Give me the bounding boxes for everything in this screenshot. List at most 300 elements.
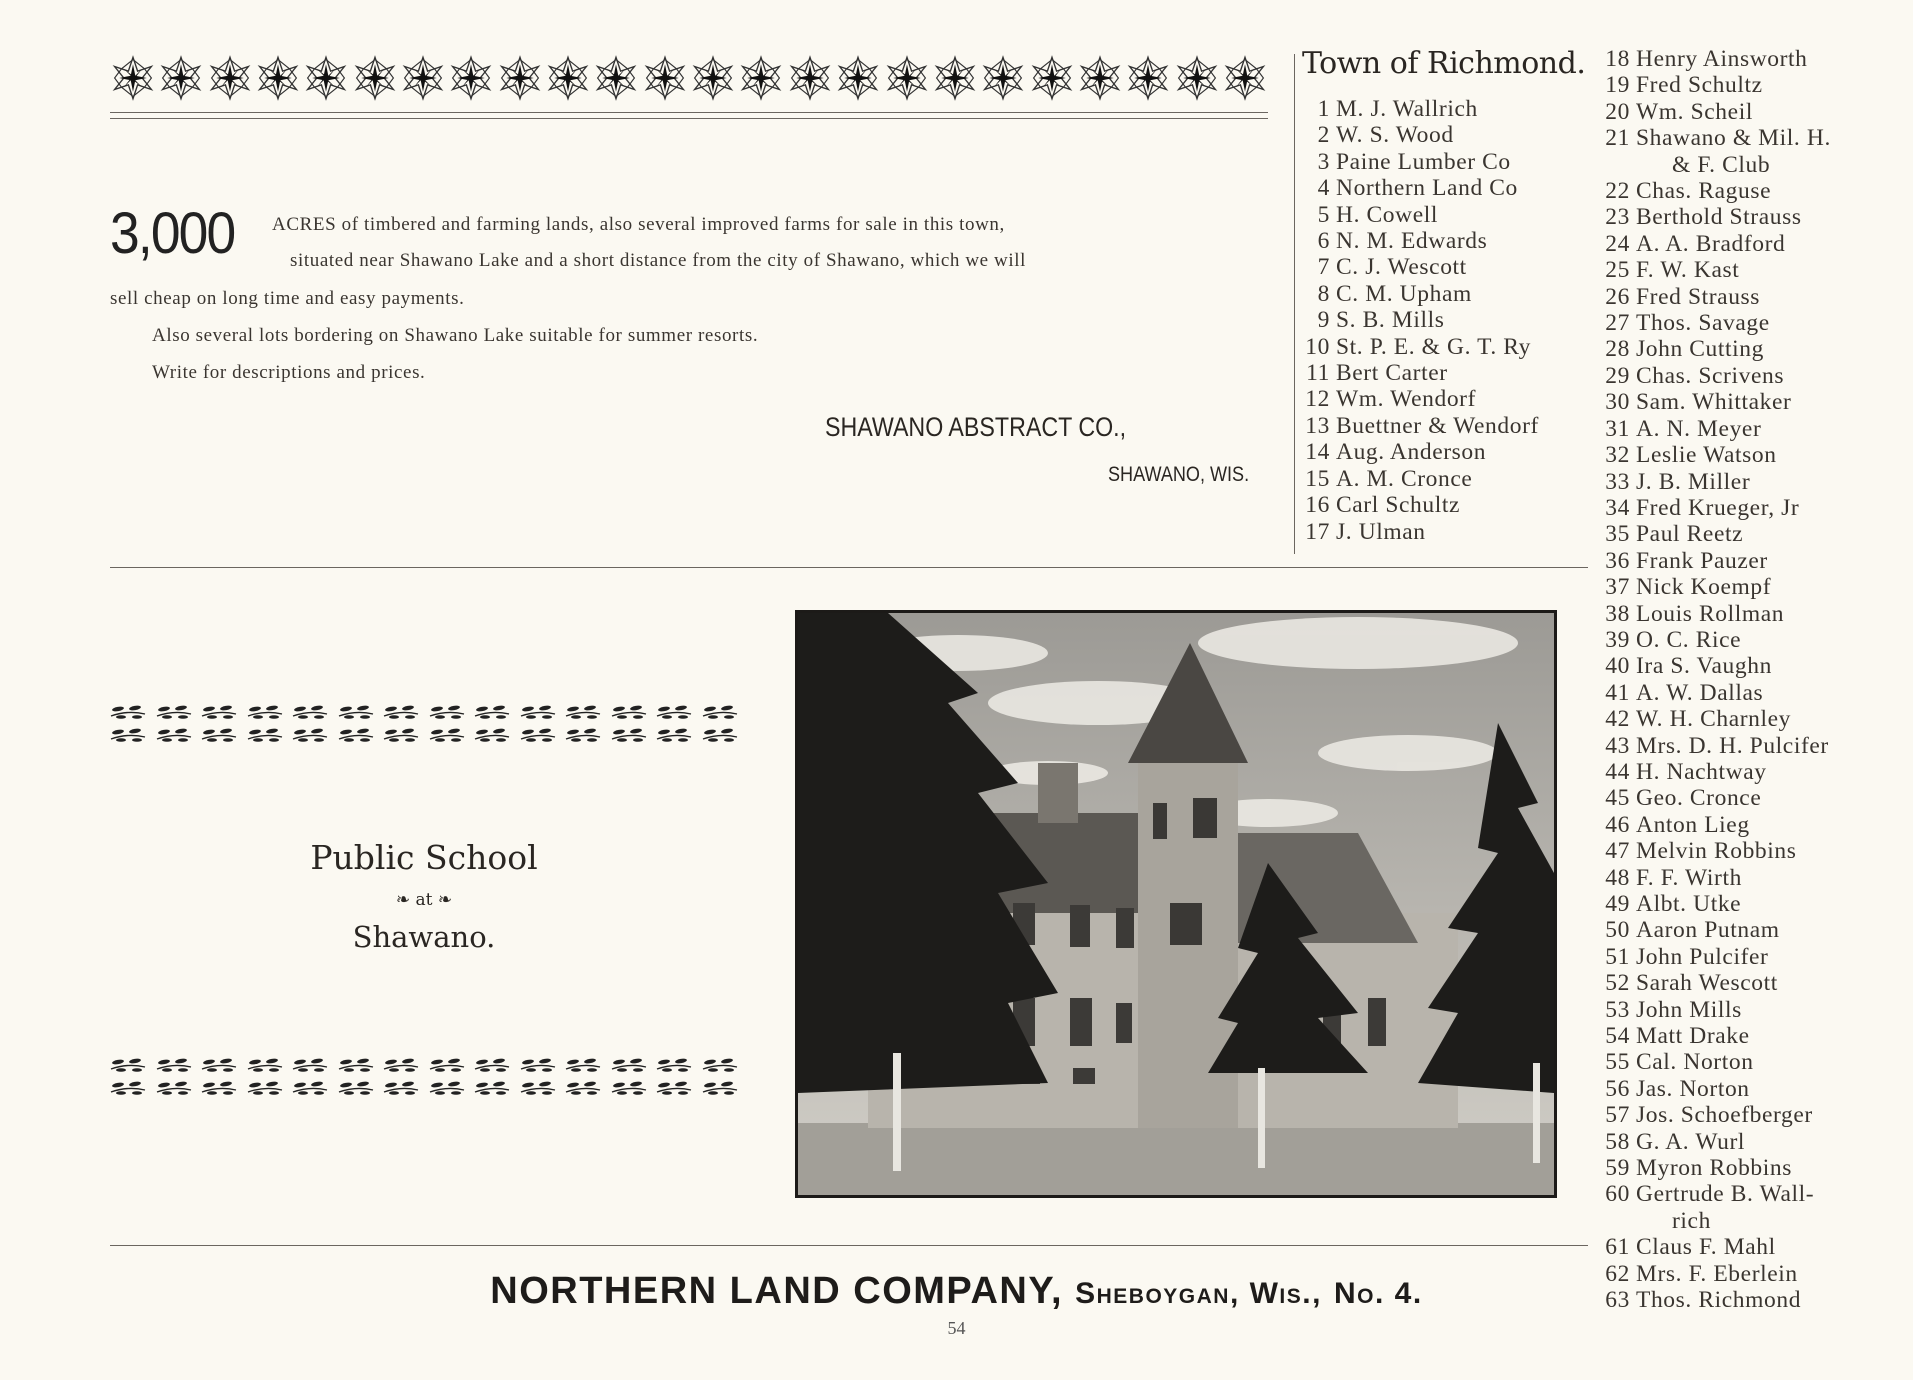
leaf-ornament-icon xyxy=(338,1080,374,1096)
owner-number: 50 xyxy=(1605,917,1630,944)
publisher-name: NORTHERN LAND COMPANY, xyxy=(490,1270,1064,1312)
owner-number: 55 xyxy=(1605,1049,1630,1076)
leaf-ornament-icon xyxy=(474,704,510,720)
owner-name: N. M. Edwards xyxy=(1336,228,1488,255)
leaf-ornament-icon xyxy=(110,727,146,743)
owner-number: 24 xyxy=(1605,230,1630,257)
owner-number: 57 xyxy=(1605,1102,1630,1129)
leaf-ornament-icon xyxy=(292,704,328,720)
ad-line-2: situated near Shawano Lake and a short distance from the city of Shawano, which we will xyxy=(290,250,1026,271)
owner-entry xyxy=(1600,442,1831,468)
owner-name: Mrs. F. Eberlein xyxy=(1636,1260,1798,1287)
owner-entry xyxy=(1600,1102,1831,1128)
owner-name: Sarah Wescott xyxy=(1636,970,1778,997)
owner-name: W. S. Wood xyxy=(1336,122,1454,149)
section-divider xyxy=(110,567,1588,568)
owner-entry xyxy=(1600,1129,1831,1155)
owner-number: 20 xyxy=(1605,98,1630,125)
owner-entry xyxy=(1300,228,1539,254)
leaf-ornament-icon xyxy=(292,1057,328,1073)
star-ornament-icon xyxy=(400,55,446,101)
leaf-ornament-icon xyxy=(201,727,237,743)
owner-name: H. Nachtway xyxy=(1636,758,1767,785)
town-title: Town of Richmond. xyxy=(1302,46,1586,81)
owner-entry xyxy=(1600,363,1831,389)
owner-number: 29 xyxy=(1605,362,1630,389)
leaf-ornament-icon xyxy=(656,1080,692,1096)
owner-list-col2 xyxy=(1600,46,1831,1314)
leaf-ornament-icon xyxy=(156,1080,192,1096)
owner-number: 47 xyxy=(1605,838,1630,865)
owner-name: C. J. Wescott xyxy=(1336,254,1467,281)
owner-name: Myron Robbins xyxy=(1636,1155,1792,1182)
owner-name: Gertrude B. Wall- xyxy=(1636,1181,1815,1208)
leaf-ornament-icon xyxy=(520,704,556,720)
star-ornament-icon xyxy=(158,55,204,101)
owner-entry xyxy=(1600,178,1831,204)
leaf-ornament-icon xyxy=(247,727,283,743)
owner-entry xyxy=(1600,469,1831,495)
leaf-ornament-icon xyxy=(292,1080,328,1096)
owner-entry xyxy=(1600,1076,1831,1102)
publisher-number: No. 4. xyxy=(1334,1277,1423,1310)
leaf-ornament-icon xyxy=(565,1080,601,1096)
owner-name: Thos. Richmond xyxy=(1636,1287,1802,1314)
ad-line-1: ACRES of timbered and farming lands, also several improved farms for sale in this town, xyxy=(272,214,1005,235)
leaf-ornament-icon xyxy=(247,704,283,720)
owner-number: 17 xyxy=(1305,518,1330,545)
owner-name: Bert Carter xyxy=(1336,360,1448,387)
leaf-ornament-icon xyxy=(383,727,419,743)
leaf-ornament-icon xyxy=(110,1080,146,1096)
owner-entry xyxy=(1600,257,1831,283)
owner-entry xyxy=(1600,548,1831,574)
ad-line-5: Write for descriptions and prices. xyxy=(152,362,426,383)
school-photograph xyxy=(795,610,1557,1198)
owner-entry xyxy=(1300,96,1539,122)
owner-entry xyxy=(1600,865,1831,891)
owner-number: 62 xyxy=(1605,1260,1630,1287)
owner-name: Leslie Watson xyxy=(1636,442,1777,469)
owner-number: 48 xyxy=(1605,864,1630,891)
owner-entry xyxy=(1600,653,1831,679)
owner-name: Frank Pauzer xyxy=(1636,547,1768,574)
owner-number: 43 xyxy=(1605,732,1630,759)
star-ornament-icon xyxy=(932,55,978,101)
leaf-border-bottom-1 xyxy=(110,1056,738,1074)
owner-entry xyxy=(1600,1155,1831,1181)
owner-entry xyxy=(1600,284,1831,310)
owner-number: 37 xyxy=(1605,574,1630,601)
fleuron-icon: ❧ xyxy=(395,890,411,910)
fleuron-icon: ❧ xyxy=(437,890,453,910)
caption-title: Public School xyxy=(310,838,538,877)
owner-name: Henry Ainsworth xyxy=(1636,46,1808,72)
owner-name: Thos. Savage xyxy=(1636,310,1770,337)
owner-number: 2 xyxy=(1317,122,1330,149)
owner-number: 25 xyxy=(1605,257,1630,284)
leaf-ornament-icon xyxy=(565,727,601,743)
star-ornament-icon xyxy=(110,55,156,101)
owner-name: F. W. Kast xyxy=(1636,257,1740,284)
owner-entry xyxy=(1600,1049,1831,1075)
owner-number: 41 xyxy=(1605,679,1630,706)
star-ornament-icon xyxy=(352,55,398,101)
caption-at-text: at xyxy=(415,890,433,910)
leaf-ornament-icon xyxy=(383,1080,419,1096)
owner-entry xyxy=(1600,574,1831,600)
owner-name: Louis Rollman xyxy=(1636,600,1785,627)
star-ornament-icon xyxy=(1222,55,1268,101)
leaf-ornament-icon xyxy=(201,1057,237,1073)
owner-name: Aaron Putnam xyxy=(1636,917,1780,944)
leaf-ornament-icon xyxy=(247,1057,283,1073)
star-ornament-icon xyxy=(255,55,301,101)
owner-number: 52 xyxy=(1605,970,1630,997)
owner-name: Geo. Cronce xyxy=(1636,785,1762,812)
owner-number: 4 xyxy=(1317,175,1330,202)
owner-entry xyxy=(1600,310,1831,336)
leaf-ornament-icon xyxy=(565,704,601,720)
owner-entry xyxy=(1600,389,1831,415)
page-number: 54 xyxy=(947,1318,966,1338)
leaf-ornament-icon xyxy=(429,1080,465,1096)
owner-name: Nick Koempf xyxy=(1636,574,1772,601)
leaf-ornament-icon xyxy=(611,1057,647,1073)
owner-entry xyxy=(1600,1181,1831,1207)
owner-name: Shawano & Mil. H. xyxy=(1636,125,1831,152)
owner-number: 44 xyxy=(1605,758,1630,785)
owner-name: St. P. E. & G. T. Ry xyxy=(1336,333,1531,360)
owner-name: Buettner & Wendorf xyxy=(1336,412,1539,439)
owner-name: J. B. Miller xyxy=(1636,468,1751,495)
owner-entry xyxy=(1600,680,1831,706)
column-separator xyxy=(1294,54,1295,554)
owner-name: Carl Schultz xyxy=(1336,492,1461,519)
owner-name: Matt Drake xyxy=(1636,1023,1750,1050)
leaf-ornament-icon xyxy=(611,1080,647,1096)
owner-entry xyxy=(1600,495,1831,521)
owner-name: Paul Reetz xyxy=(1636,521,1744,548)
owner-entry xyxy=(1600,917,1831,943)
owner-name: Melvin Robbins xyxy=(1636,838,1797,865)
star-ornament-icon xyxy=(448,55,494,101)
owner-name: Fred Schultz xyxy=(1636,72,1763,99)
leaf-ornament-icon xyxy=(520,727,556,743)
owner-number: 3 xyxy=(1317,148,1330,175)
owner-name: Berthold Strauss xyxy=(1636,204,1802,231)
owner-entry xyxy=(1300,149,1539,175)
owner-entry xyxy=(1600,944,1831,970)
owner-number: 59 xyxy=(1605,1155,1630,1182)
owner-number: 54 xyxy=(1605,1023,1630,1050)
advertiser-location: SHAWANO, WIS. xyxy=(1107,463,1249,486)
star-ornament-icon xyxy=(1174,55,1220,101)
owner-number: 49 xyxy=(1605,891,1630,917)
owner-number: 12 xyxy=(1305,386,1330,413)
owner-entry xyxy=(1600,99,1831,125)
owner-number: 36 xyxy=(1605,547,1630,574)
owner-entry xyxy=(1600,416,1831,442)
star-ornament-icon xyxy=(593,55,639,101)
leaf-ornament-icon xyxy=(656,704,692,720)
owner-name: Fred Strauss xyxy=(1636,283,1761,310)
owner-name: A. A. Bradford xyxy=(1636,230,1786,257)
owner-entry xyxy=(1600,336,1831,362)
advertiser-name: SHAWANO ABSTRACT CO., xyxy=(824,412,1126,442)
owner-name: J. Ulman xyxy=(1336,518,1426,545)
star-ornament-icon xyxy=(303,55,349,101)
owner-number: 16 xyxy=(1305,492,1330,519)
leaf-ornament-icon xyxy=(611,727,647,743)
star-ornament-icon xyxy=(1125,55,1171,101)
leaf-ornament-icon xyxy=(520,1057,556,1073)
owner-entry xyxy=(1600,204,1831,230)
owner-entry xyxy=(1300,439,1539,465)
owner-name: M. J. Wallrich xyxy=(1336,96,1478,122)
star-ornament-icon xyxy=(497,55,543,101)
star-ornament-border xyxy=(110,52,1268,104)
owner-name: G. A. Wurl xyxy=(1636,1128,1746,1155)
owner-number: 19 xyxy=(1605,72,1630,99)
owner-entry xyxy=(1600,970,1831,996)
leaf-ornament-icon xyxy=(156,704,192,720)
leaf-ornament-icon xyxy=(338,727,374,743)
leaf-ornament-icon xyxy=(474,1057,510,1073)
star-ornament-icon xyxy=(642,55,688,101)
owner-name: A. M. Cronce xyxy=(1336,465,1473,492)
owner-number: 21 xyxy=(1605,125,1630,152)
star-ornament-icon xyxy=(980,55,1026,101)
owner-number: 10 xyxy=(1305,333,1330,360)
owner-number: 28 xyxy=(1605,336,1630,363)
double-rule-top xyxy=(110,112,1268,113)
leaf-ornament-icon xyxy=(474,727,510,743)
owner-number: 53 xyxy=(1605,996,1630,1023)
owner-name: O. C. Rice xyxy=(1636,626,1742,653)
leaf-ornament-icon xyxy=(702,704,738,720)
leaf-border-bottom-2 xyxy=(110,1079,738,1097)
owner-name: Fred Krueger, Jr xyxy=(1636,494,1800,521)
owner-entry xyxy=(1300,466,1539,492)
owner-entry xyxy=(1300,519,1539,545)
owner-name: Sam. Whittaker xyxy=(1636,389,1792,416)
owner-entry xyxy=(1300,281,1539,307)
owner-number: 11 xyxy=(1306,360,1330,387)
owner-number: 5 xyxy=(1317,201,1330,228)
owner-name: John Cutting xyxy=(1636,336,1764,363)
owner-number: 22 xyxy=(1605,178,1630,205)
leaf-ornament-icon xyxy=(656,727,692,743)
leaf-ornament-icon xyxy=(201,704,237,720)
owner-name: Ira S. Vaughn xyxy=(1636,653,1772,680)
owner-number: 35 xyxy=(1605,521,1630,548)
owner-name: John Pulcifer xyxy=(1636,943,1769,970)
caption-place: Shawano. xyxy=(352,920,496,954)
owner-name: Chas. Scrivens xyxy=(1636,362,1785,389)
leaf-ornament-icon xyxy=(338,1057,374,1073)
owner-number: 33 xyxy=(1605,468,1630,495)
leaf-ornament-icon xyxy=(702,1057,738,1073)
owner-entry xyxy=(1600,891,1831,917)
owner-entry xyxy=(1600,521,1831,547)
owner-name: Jos. Schoefberger xyxy=(1636,1102,1813,1129)
owner-name: John Mills xyxy=(1636,996,1742,1023)
publisher-city: Sheboygan, Wis., xyxy=(1075,1277,1322,1310)
leaf-ornament-icon xyxy=(156,727,192,743)
owner-name: C. M. Upham xyxy=(1336,280,1472,307)
leaf-ornament-icon xyxy=(156,1057,192,1073)
leaf-ornament-icon xyxy=(474,1080,510,1096)
owner-name-continued: & F. Club xyxy=(1672,151,1771,178)
ad-line-4: Also several lots bordering on Shawano Lake suitable for summer resorts. xyxy=(152,325,759,346)
owner-number: 51 xyxy=(1605,943,1630,970)
owner-name: Chas. Raguse xyxy=(1636,178,1772,205)
owner-entry xyxy=(1600,601,1831,627)
owner-entry xyxy=(1300,413,1539,439)
leaf-ornament-icon xyxy=(110,1057,146,1073)
publisher-line xyxy=(0,1270,1913,1313)
leaf-ornament-icon xyxy=(429,727,465,743)
owner-number: 32 xyxy=(1605,442,1630,469)
owner-number: 13 xyxy=(1305,412,1330,439)
star-ornament-icon xyxy=(1077,55,1123,101)
owner-name: Northern Land Co xyxy=(1336,175,1518,202)
owner-entry xyxy=(1300,122,1539,148)
owner-number: 61 xyxy=(1605,1234,1630,1261)
owner-entry xyxy=(1300,334,1539,360)
owner-number: 9 xyxy=(1317,307,1330,334)
owner-entry xyxy=(1600,997,1831,1023)
caption-at xyxy=(110,890,738,910)
owner-number: 34 xyxy=(1605,494,1630,521)
leaf-ornament-icon xyxy=(429,1057,465,1073)
owner-number: 45 xyxy=(1605,785,1630,812)
owner-number: 15 xyxy=(1305,465,1330,492)
owner-entry xyxy=(1600,706,1831,732)
owner-entry xyxy=(1600,785,1831,811)
owner-number: 39 xyxy=(1605,626,1630,653)
owner-entry xyxy=(1300,492,1539,518)
school-building-image xyxy=(798,613,1554,1195)
owner-name: W. H. Charnley xyxy=(1636,706,1792,733)
star-ornament-icon xyxy=(207,55,253,101)
owner-entry xyxy=(1600,231,1831,257)
star-ornament-icon xyxy=(1029,55,1075,101)
owner-number: 38 xyxy=(1605,600,1630,627)
star-ornament-icon xyxy=(787,55,833,101)
leaf-ornament-icon xyxy=(383,1057,419,1073)
leaf-ornament-icon xyxy=(292,727,328,743)
double-rule-bottom xyxy=(110,118,1268,119)
owner-number: 58 xyxy=(1605,1128,1630,1155)
leaf-ornament-icon xyxy=(702,1080,738,1096)
owner-entry xyxy=(1300,386,1539,412)
owner-entry xyxy=(1600,46,1831,72)
leaf-ornament-icon xyxy=(656,1057,692,1073)
owner-name: Cal. Norton xyxy=(1636,1049,1754,1076)
star-ornament-icon xyxy=(884,55,930,101)
owner-number: 56 xyxy=(1605,1075,1630,1102)
owner-number: 40 xyxy=(1605,653,1630,680)
owner-number: 6 xyxy=(1317,228,1330,255)
owner-number: 30 xyxy=(1605,389,1630,416)
owner-number: 18 xyxy=(1605,46,1630,72)
owner-number: 31 xyxy=(1605,415,1630,442)
owner-name: F. F. Wirth xyxy=(1636,864,1742,891)
owner-number: 1 xyxy=(1317,96,1330,122)
owner-entry xyxy=(1300,175,1539,201)
leaf-ornament-icon xyxy=(565,1057,601,1073)
owner-entry xyxy=(1600,812,1831,838)
owner-number: 27 xyxy=(1605,310,1630,337)
owner-number: 7 xyxy=(1317,254,1330,281)
owner-name: Wm. Scheil xyxy=(1636,98,1753,125)
owner-name: A. W. Dallas xyxy=(1636,679,1764,706)
owner-entry xyxy=(1300,307,1539,333)
owner-entry xyxy=(1600,1023,1831,1049)
owner-entry xyxy=(1300,360,1539,386)
owner-name: A. N. Meyer xyxy=(1636,415,1762,442)
owner-number: 42 xyxy=(1605,706,1630,733)
leaf-ornament-icon xyxy=(338,704,374,720)
owner-name: Jas. Norton xyxy=(1636,1075,1750,1102)
leaf-ornament-icon xyxy=(702,727,738,743)
leaf-ornament-icon xyxy=(383,704,419,720)
owner-list-col1 xyxy=(1300,96,1539,545)
star-ornament-icon xyxy=(690,55,736,101)
owner-entry xyxy=(1600,1234,1831,1260)
owner-entry xyxy=(1300,254,1539,280)
owner-name: H. Cowell xyxy=(1336,201,1439,228)
leaf-border-top-1 xyxy=(110,703,738,721)
owner-name: Aug. Anderson xyxy=(1336,439,1487,466)
owner-name: Anton Lieg xyxy=(1636,811,1750,838)
owner-name: Wm. Wendorf xyxy=(1336,386,1477,413)
owner-name-continued: rich xyxy=(1672,1207,1711,1234)
leaf-ornament-icon xyxy=(110,704,146,720)
owner-entry xyxy=(1600,627,1831,653)
leaf-ornament-icon xyxy=(520,1080,556,1096)
owner-name: Mrs. D. H. Pulcifer xyxy=(1636,732,1829,759)
owner-name: Albt. Utke xyxy=(1636,891,1742,917)
owner-entry xyxy=(1600,72,1831,98)
owner-entry xyxy=(1600,733,1831,759)
star-ornament-icon xyxy=(835,55,881,101)
owner-number: 23 xyxy=(1605,204,1630,231)
footer-divider xyxy=(110,1245,1588,1246)
ad-line-3: sell cheap on long time and easy payments. xyxy=(110,288,465,309)
star-ornament-icon xyxy=(545,55,591,101)
owner-number: 8 xyxy=(1317,280,1330,307)
owner-name: Paine Lumber Co xyxy=(1336,148,1511,175)
leaf-ornament-icon xyxy=(429,704,465,720)
owner-number: 60 xyxy=(1605,1181,1630,1208)
owner-number: 46 xyxy=(1605,811,1630,838)
owner-entry xyxy=(1600,838,1831,864)
leaf-ornament-icon xyxy=(247,1080,283,1096)
star-ornament-icon xyxy=(738,55,784,101)
owner-name: S. B. Mills xyxy=(1336,307,1445,334)
owner-number: 63 xyxy=(1605,1287,1630,1314)
owner-entry xyxy=(1300,202,1539,228)
owner-entry xyxy=(1600,125,1831,151)
acreage-number: 3,000 xyxy=(110,201,235,266)
leaf-border-top-2 xyxy=(110,726,738,744)
leaf-ornament-icon xyxy=(611,704,647,720)
owner-entry xyxy=(1600,759,1831,785)
owner-name: Claus F. Mahl xyxy=(1636,1234,1776,1261)
